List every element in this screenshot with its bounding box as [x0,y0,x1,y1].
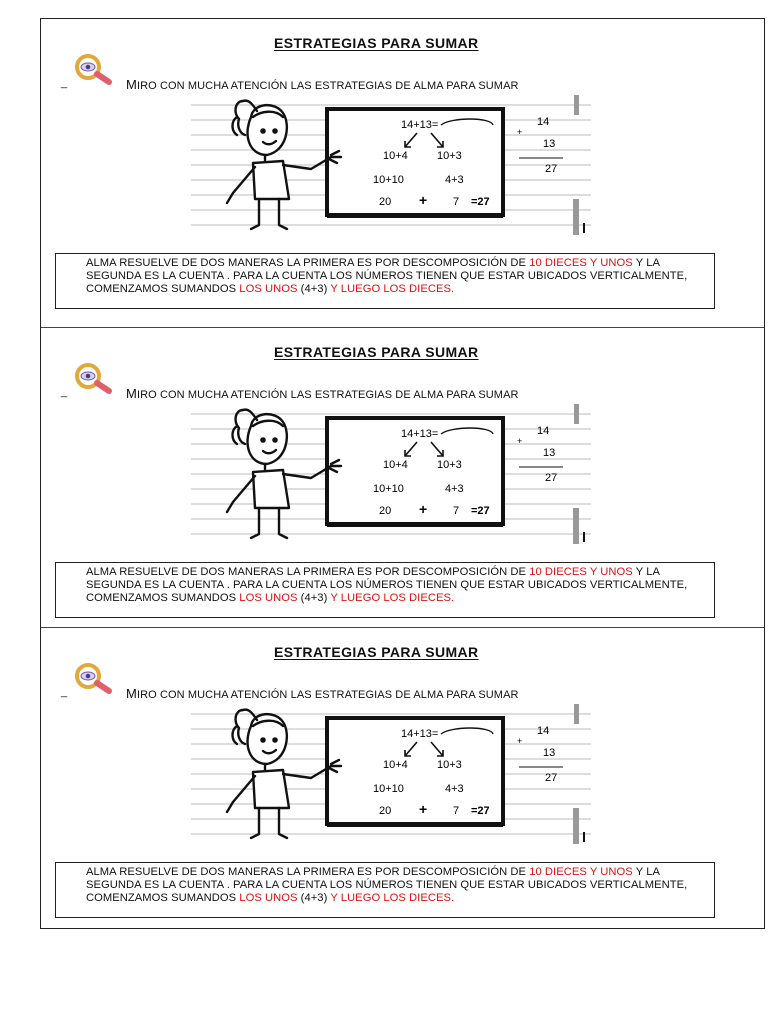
instruction-initial: M [126,386,137,401]
instruction-text [126,686,519,701]
expl-part: ALMA RESUELVE DE DOS MANERAS LA PRIMERA ES POR DESCOMPOSICIÓN DE [86,566,530,578]
instruction-dash: _ [61,386,68,398]
vertical-plus: + [517,736,523,746]
units-sum: 7 [453,196,460,208]
card-title: ESTRATEGIAS PARA SUMAR [274,344,479,360]
board-equation: 14+13= [401,428,439,440]
board-result: =27 [471,505,490,517]
instruction-rest: IRO CON MUCHA ATENCIÓN LAS ESTRATEGIAS DE ALMA PARA SUMAR [136,80,519,92]
tens-sum: 20 [379,505,392,517]
expl-highlight: 10 DIECES Y UNOS [529,566,633,578]
expl-part: (4+3) [297,892,331,905]
expl-part: Y LA SEGUNDA ES LA CUENTA . PARA LA CUENTA LOS NÚMEROS TIENEN QUE ESTAR UBICADOS VERTICALMENTE, COMENZAMOS SUMANDOS [86,866,688,905]
units-group: 4+3 [445,483,464,495]
girl-at-blackboard-illustration [191,95,591,235]
instruction-rest: IRO CON MUCHA ATENCIÓN LAS ESTRATEGIAS DE ALMA PARA SUMAR [136,689,519,701]
magnifying-glass-eye-icon [69,53,121,89]
card-title: ESTRATEGIAS PARA SUMAR [274,35,479,51]
worksheet-page [40,18,765,929]
decomp-left: 10+4 [383,459,408,471]
strategy-card [41,327,764,626]
decomp-right: 10+3 [437,759,462,771]
tens-sum: 20 [379,805,392,817]
strategy-card [41,627,764,926]
instruction-dash: _ [61,686,68,698]
units-group: 4+3 [445,783,464,795]
tens-group: 10+10 [373,483,404,495]
expl-highlight: 10 DIECES Y UNOS [529,866,633,878]
vertical-bottom: 13 [543,447,556,459]
tens-group: 10+10 [373,783,404,795]
expl-highlight: LOS UNOS [239,283,298,296]
vertical-bottom: 13 [543,747,556,759]
expl-part: Y LA SEGUNDA ES LA CUENTA . PARA LA CUENTA LOS NÚMEROS TIENEN QUE ESTAR UBICADOS VERTICALMENTE, COMENZAMOS SUMANDOS [86,257,688,296]
vertical-plus: + [517,127,523,137]
expl-highlight: Y LUEGO LOS DIECES. [330,592,455,605]
decomp-left: 10+4 [383,150,408,162]
strategy-card [41,19,764,317]
board-result: =27 [471,196,490,208]
vertical-top: 14 [537,116,550,128]
expl-highlight: Y LUEGO LOS DIECES. [330,283,455,296]
expl-highlight: Y LUEGO LOS DIECES. [330,892,455,905]
expl-part: ALMA RESUELVE DE DOS MANERAS LA PRIMERA ES POR DESCOMPOSICIÓN DE [86,866,530,878]
instruction-text [126,77,519,92]
vertical-total: 27 [545,772,558,784]
vertical-bottom: 13 [543,138,556,150]
vertical-top: 14 [537,725,550,737]
instruction-initial: M [126,77,137,92]
units-group: 4+3 [445,174,464,186]
board-equation: 14+13= [401,119,439,131]
board-plus: + [419,501,428,517]
girl-at-blackboard-illustration [191,704,591,844]
expl-part: ALMA RESUELVE DE DOS MANERAS LA PRIMERA ES POR DESCOMPOSICIÓN DE [86,257,530,269]
board-equation: 14+13= [401,728,439,740]
instruction-dash: _ [61,77,68,89]
tens-sum: 20 [379,196,392,208]
units-sum: 7 [453,805,460,817]
expl-highlight: LOS UNOS [239,592,298,605]
board-result: =27 [471,805,490,817]
card-title: ESTRATEGIAS PARA SUMAR [274,644,479,660]
instruction-rest: IRO CON MUCHA ATENCIÓN LAS ESTRATEGIAS DE ALMA PARA SUMAR [136,389,519,401]
decomp-right: 10+3 [437,150,462,162]
vertical-total: 27 [545,472,558,484]
tens-group: 10+10 [373,174,404,186]
vertical-top: 14 [537,425,550,437]
decomp-left: 10+4 [383,759,408,771]
expl-part: Y LA SEGUNDA ES LA CUENTA . PARA LA CUENTA LOS NÚMEROS TIENEN QUE ESTAR UBICADOS VERTICALMENTE, COMENZAMOS SUMANDOS [86,566,688,605]
instruction-initial: M [126,686,137,701]
expl-part: (4+3) [297,592,331,605]
units-sum: 7 [453,505,460,517]
girl-at-blackboard-illustration [191,404,591,544]
decomp-right: 10+3 [437,459,462,471]
magnifying-glass-eye-icon [69,362,121,398]
board-plus: + [419,801,428,817]
explanation-box [55,253,715,309]
expl-highlight: 10 DIECES Y UNOS [529,257,633,269]
vertical-plus: + [517,436,523,446]
expl-part: (4+3) [297,283,331,296]
explanation-box [55,862,715,918]
magnifying-glass-eye-icon [69,662,121,698]
vertical-total: 27 [545,163,558,175]
instruction-text [126,386,519,401]
board-plus: + [419,192,428,208]
expl-highlight: LOS UNOS [239,892,298,905]
explanation-box [55,562,715,618]
